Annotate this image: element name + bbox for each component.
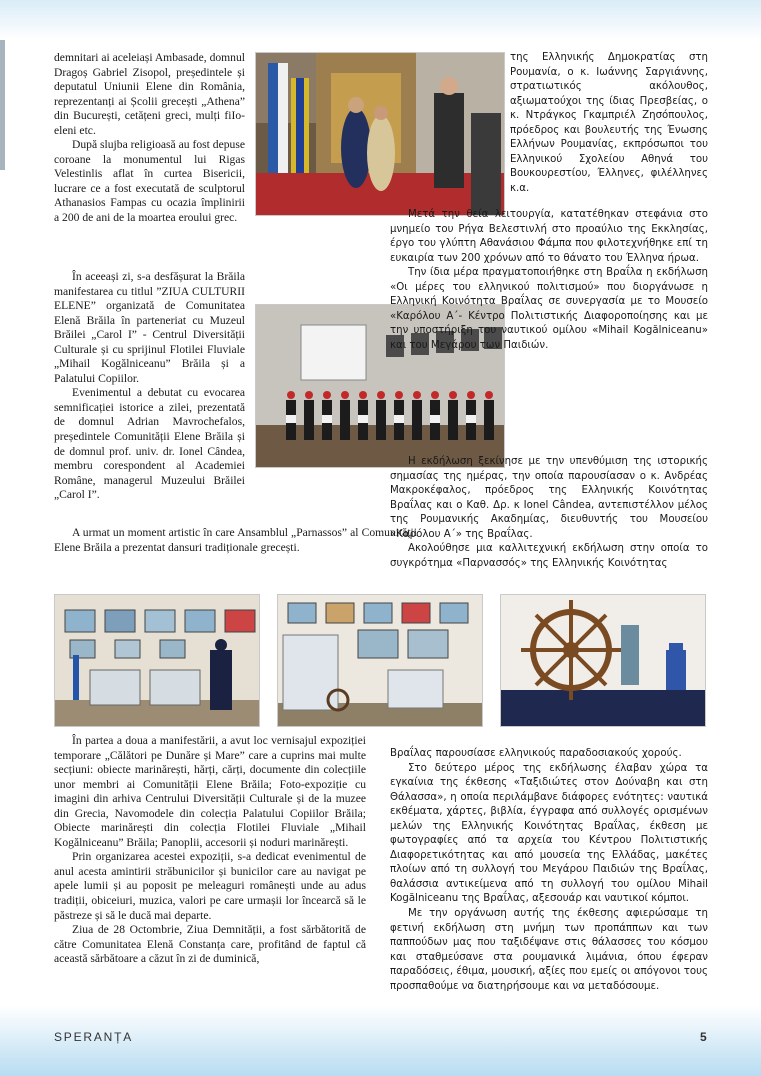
- left-column-bottom: [54, 734, 366, 967]
- paragraph: Στο δεύτερο μέρος της εκδήλωσης έλαβαν χώρα τα εγκαίνια της έκθεσης «Ταξιδιώτες στον Δούναβη και στη Θάλασσα», η οποία περιλάμβανε διάφορες ενότητες: ναυτικά εκθέματα, χάρτες, βιβλία, έγγραφα από συλλογές ορισμένων μελών της Ελληνικής Κοινότητας Βραΐλας, έκθεση με φωτογραφίες από τα αρχεία του Κέντρου Πολιτιστικής Διαφορετικότητας και από μουσεία της Ελλάδας, μακέτες πλοίων από τη συλλογή του Μεγάρου Παιδιών της Βραΐλας, θαλάσσια αντικείμενα από τη συλλογή του ομίλου Mihail Kogălniceanu της Βραΐλας, αξεσουάρ και ναυτικοί κόμποι.: [390, 762, 708, 905]
- top-gradient-band: [0, 0, 761, 40]
- paragraph: În partea a doua a manifestării, a avut loc vernisajul expoziției temporare „Călători pe Dunăre și Mare” care a cuprins mai multe secțiuni: obiecte marinărești, hărți, cărți, documente din colecțiile unor membri ai Comunității Elene Brăila; Foto-expoziție cu imagini din arhiva Centrului Diversității Culturale și de la muzee din Grecia, Navomodele din colecția Palatului Copiilor Brăila; Obiecte marinărești din colecția Flotilei Fluviale „Mihail Kogălniceanu” Brăila; Panoplii, accesorii și noduri marinărești.: [54, 734, 366, 849]
- paragraph: Evenimentul a debutat cu evocarea semnificației istorice a zilei, prezentată de domnul Adrian Mavrochefalos, președintele Comunității Elene Brăila și de domnul prof. univ. dr. Ionel Cândea, membru corespondent al Academiei Române, managerul Muzeului Brăilei „Carol I”.: [54, 386, 245, 502]
- right-column-top: [510, 51, 708, 196]
- photo-church-service: [255, 52, 505, 216]
- magazine-title: SPERANȚA: [54, 1030, 134, 1044]
- photo-ship-wheel: [500, 594, 706, 727]
- paragraph: A urmat un moment artistic în care Ansamblul „Parnassos” al Comunității Elene Brăila a prezentat dansuri tradiționale grecești.: [54, 526, 417, 554]
- paragraph: Βραΐλας παρουσίασε ελληνικούς παραδοσιακούς χορούς.: [390, 748, 682, 759]
- paragraph: Ακολούθησε μια καλλιτεχνική εκδήλωση στην οποία το συγκρότημα «Παρνασσός» της Ελληνικής Κοινότητας: [390, 543, 708, 569]
- page-number: 5: [700, 1030, 707, 1044]
- paragraph: Μετά την θεία λειτουργία, κατατέθηκαν στεφάνια στο μνημείο του Ρήγα Βελεστινλή στο προαύλιο της Εκκλησίας, έργο του γλύπτη Αθανάσιου Φάμπα που φιλοτεχνήθηκε επί τη ευκαιρία των 200 χρόνων από το θάνατο του Έλληνα ήρωα.: [390, 209, 708, 264]
- paragraph: După slujba religioasă au fost depuse coroane la monumentul lui Rigas Velestinlis aflat în curtea Bisericii, lucrare ce a fost executată de sculptorul Athanasios Fampas cu ocazia împlinirii a 200 de ani de la moartea eroului grec.: [54, 138, 245, 225]
- paragraph: Η εκδήλωση ξεκίνησε με την υπενθύμιση της ιστορικής σημασίας της ημέρας, την οποία παρουσίασαν ο κ. Ανδρέας Μακροκέφαλος, πρόεδρος της Ελληνικής Κοινότητας Βραΐλας και ο Καθ. Δρ. κ Ionel Cândea, αντεπιστέλλον μέλος της Ρουμανικής Ακαδημίας, διευθυντής του Μουσείου «Καρόλου Α΄» της Βραΐλας.: [390, 456, 708, 540]
- left-column-top: [54, 51, 245, 226]
- paragraph: Την ίδια μέρα πραγματοποιήθηκε στη Βραΐλα η εκδήλωση «Οι μέρες του ελληνικού πολιτισμού» που διοργάνωσε η Ελληνική Κοινότητα Βραΐλας σε συνεργασία με το Μουσείο «Καρόλου Α΄- Κέντρο Πολιτιστικής Διαφοροποίησης και με την υποστήριξη του ναυτικού ομίλου «Mihail Kogălniceanu» και του Μεγάρου των Παιδιών.: [390, 267, 708, 351]
- paragraph: demnitari ai aceleiași Ambasade, domnul Dragoș Gabriel Zisopol, președintele și deputatul Uniunii Elene din România, reprezentanți ai Școlii grecești „Athena” din București, cetățeni greci, mulți fiIo-eleni etc.: [54, 51, 245, 137]
- left-column-mid: [54, 270, 245, 503]
- paragraph: Ziua de 28 Octombrie, Ziua Demnității, a fost sărbătorită de către Comunitatea Elenă Constanța care, profitând de faptul că această sărbătoare a căzut în zi de duminică,: [54, 923, 366, 966]
- left-column-end: [54, 526, 417, 555]
- photo-exhibition-hall: [54, 594, 260, 727]
- photo-ship-models: [277, 594, 483, 727]
- right-column-mid: [390, 208, 708, 353]
- paragraph: Με την οργάνωση αυτής της έκθεσης αφιερώσαμε τη φετινή εκδήλωση στη μνήμη των προπάππων και των παππούδων μας που ταξιδέψανε στις θάλασσες του κόσμου και σταθμεύσανε στα ρουμανικά λιμάνια, όπου έφεραν παραδόσεις, έθιμα, μουσική, αξίες που εμείς οι απόγονοι τους προσπαθούμε να διατηρήσουμε και να μεταδόσουμε.: [390, 908, 709, 992]
- paragraph: Prin organizarea acestei expoziții, s-a dedicat evenimentul de anul acesta amintirii străbunicilor și bunicilor care au navigat pe apele lumii și au poposit pe meleaguri românești unde au adus tradiții, obiceiuri, muzica, valori pe care urmașii lor încearcă să le păstreze și să le ducă mai departe.: [54, 850, 366, 922]
- right-column-end: [390, 455, 708, 571]
- paragraph: În aceeași zi, s-a desfășurat la Brăila manifestarea cu titlul ”ZIUA CULTURII ELENE” organizată de Comunitatea Elenă Brăila în parteneriat cu Muzeul Brăilei „Carol I” - Centrul Diversității Culturale și cu sprijinul Flotilei Fluviale „Mihail Kogălniceanu” Brăila și a Palatului Copiilor.: [54, 270, 245, 385]
- paragraph: της Ελληνικής Δημοκρατίας στη Ρουμανία, ο κ. Ιωάννης Σαργιάννης, στρατιωτικός ακόλουθος, αξιωματούχοι της ίδιας Πρεσβείας, ο κ. Ντράγκος Γκαμπριέλ Ζησόπουλος, πρόεδρος και βουλευτής της Ένωσης Ελλήνων Ρουμανίας, εκπρόσωποι του Ελληνικού Σχολείου Αθηνά του Βουκουρεστίου, Έλληνες, φιλέλληνες κ.α.: [510, 52, 708, 194]
- page-edge-marker: [0, 40, 5, 170]
- right-column-bottom: [390, 747, 708, 994]
